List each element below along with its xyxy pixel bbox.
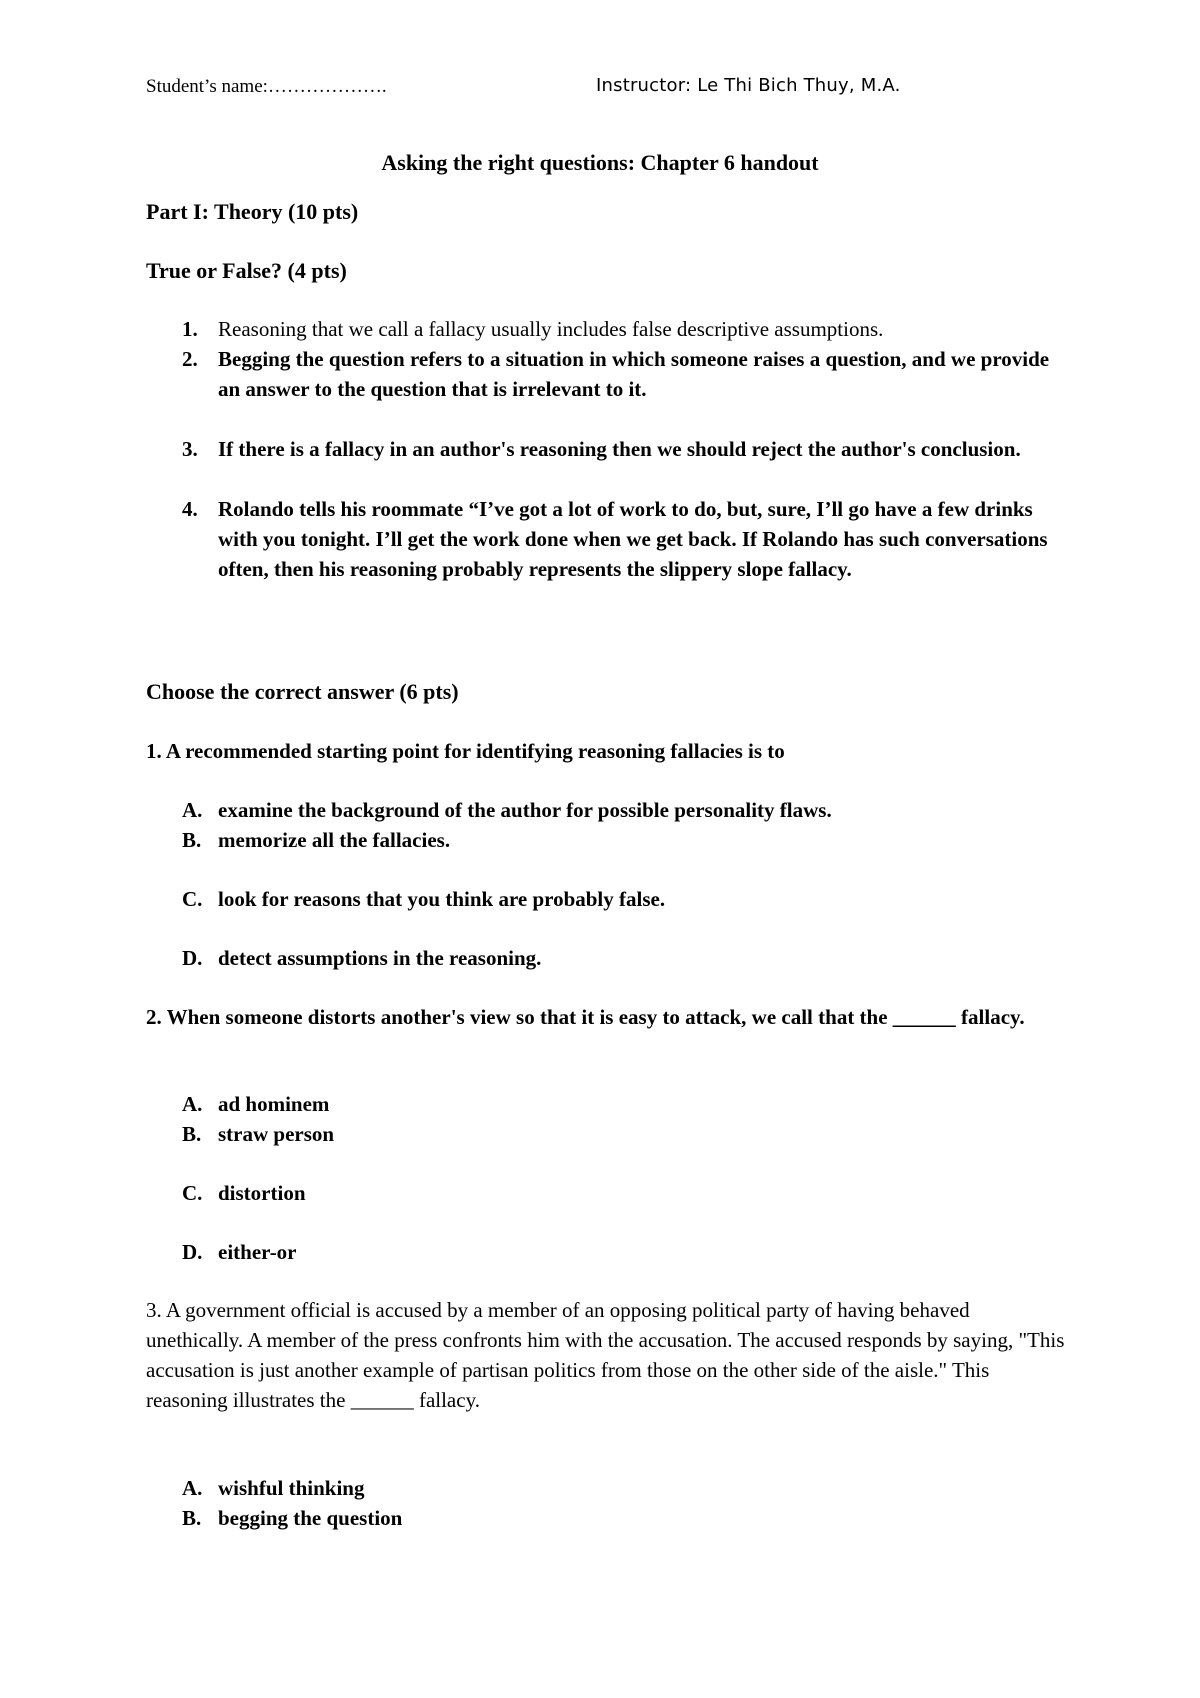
tf-item (146, 344, 1066, 404)
tf-item-text: Rolando tells his roommate “I’ve got a lot of work to do, but, sure, I’ll go have a few drinks with you tonight. I’ll get the work done when we get back. If Rolando has such conversations often, then his reasoning probably represents the slippery slope fallacy. (218, 497, 1048, 581)
mc-options (146, 795, 1066, 973)
option-letter: B. (182, 1122, 202, 1146)
part1-heading: Part I: Theory (10 pts) (146, 199, 359, 224)
mc-option (146, 943, 1066, 973)
mc-option (146, 1089, 1066, 1119)
option-text: ad hominem (218, 1092, 330, 1116)
tf-item-text: If there is a fallacy in an author's reasoning then we should reject the author's conclusion. (218, 437, 1021, 461)
option-text: straw person (218, 1122, 335, 1146)
mc-option (146, 825, 1066, 855)
mc-options (146, 1089, 1066, 1267)
tf-item-number: 4. (182, 497, 198, 521)
option-letter: A. (182, 1092, 203, 1116)
mc-option (146, 1473, 1066, 1503)
mc-question-stem: 2. When someone distorts another's view so that it is easy to attack, we call that the ______ fallacy. (146, 1005, 1025, 1029)
option-text: examine the background of the author for possible personality flaws. (218, 798, 832, 822)
tf-item-number: 3. (182, 437, 198, 461)
mc-question-stem: 1. A recommended starting point for identifying reasoning fallacies is to (146, 739, 785, 763)
tf-item (146, 434, 1066, 464)
tf-heading: True or False? (4 pts) (146, 258, 347, 283)
option-text: either-or (218, 1240, 297, 1264)
option-letter: D. (182, 946, 203, 970)
option-letter: D. (182, 1240, 203, 1264)
page-title: Asking the right questions: Chapter 6 handout (381, 150, 819, 175)
student-name-label: Student’s name:………………. (146, 76, 387, 97)
mc-option (146, 1119, 1066, 1149)
option-text: distortion (218, 1181, 306, 1205)
option-text: wishful thinking (218, 1476, 365, 1500)
instructor-label: Instructor: Le Thi Bich Thuy, M.A. (596, 75, 901, 96)
option-letter: B. (182, 828, 202, 852)
option-text: detect assumptions in the reasoning. (218, 946, 542, 970)
tf-item (146, 314, 1066, 344)
option-letter: B. (182, 1506, 202, 1530)
option-letter: A. (182, 1476, 203, 1500)
option-letter: C. (182, 887, 203, 911)
option-letter: C. (182, 1181, 203, 1205)
mc-option (146, 795, 1066, 825)
tf-item-number: 1. (182, 317, 198, 341)
mc-option (146, 1178, 1066, 1208)
option-text: begging the question (218, 1506, 403, 1530)
mc-question-stem: 3. A government official is accused by a member of an opposing political party of having behaved unethically. A member of the press confronts him with the accusation. The accused responds by saying, "This accusation is just another example of partisan politics from those on the other side of the aisle." This reasoning illustrates the ______ fallacy. (146, 1298, 1065, 1412)
tf-item-text: Reasoning that we call a fallacy usually includes false descriptive assumptions. (218, 317, 884, 341)
mc-option (146, 1237, 1066, 1267)
option-letter: A. (182, 798, 203, 822)
tf-item-text: Begging the question refers to a situation in which someone raises a question, and we provide an answer to the question that is irrelevant to it. (218, 347, 1050, 401)
mc-heading: Choose the correct answer (6 pts) (146, 679, 459, 704)
option-text: memorize all the fallacies. (218, 828, 451, 852)
mc-option (146, 1503, 1066, 1533)
tf-list (146, 314, 1066, 584)
mc-options (146, 1473, 1066, 1533)
tf-item-number: 2. (182, 347, 198, 371)
option-text: look for reasons that you think are probably false. (218, 887, 666, 911)
tf-item (146, 494, 1066, 584)
mc-option (146, 884, 1066, 914)
